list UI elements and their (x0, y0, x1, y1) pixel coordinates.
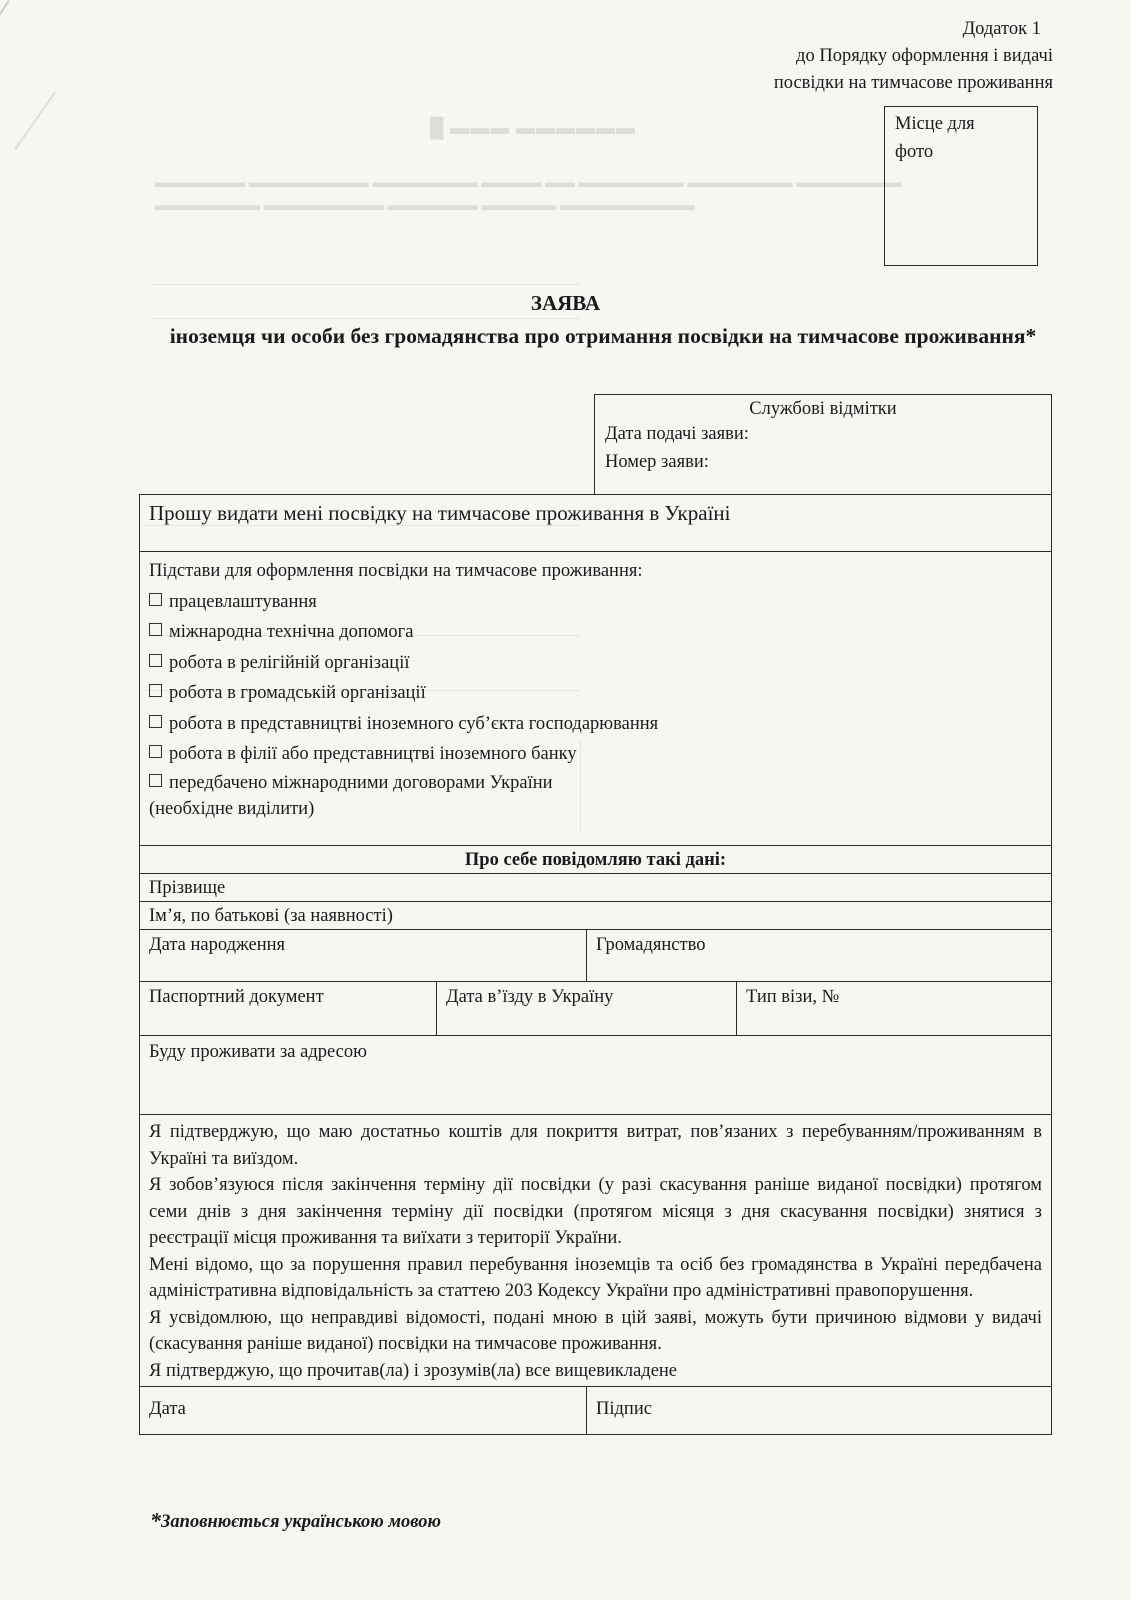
address-field[interactable]: Буду проживати за адресою (140, 1036, 1051, 1115)
paper-crease (0, 0, 10, 160)
footnote (150, 1508, 441, 1534)
show-through-text: ▬▬▬▬▬▬ ▬▬▬▬▬▬▬▬ ▬▬▬▬▬▬▬ ▬▬▬▬ ▬▬ ▬▬▬▬▬▬▬ ▬▬▬▬▬▬▬ ▬▬▬▬▬▬▬ (155, 175, 902, 191)
ground-option[interactable] (149, 648, 1042, 679)
ground-option[interactable] (149, 587, 1042, 618)
footnote-text: Заповнюється українською мовою (161, 1512, 442, 1532)
ground-option[interactable] (149, 770, 1042, 796)
declaration-paragraph: Я підтверджую, що прочитав(ла) і зрозумів(ла) все вищевикладене (149, 1360, 678, 1381)
photo-placeholder[interactable] (884, 106, 1038, 266)
ground-option-label: робота в релігійній організації (169, 652, 410, 673)
surname-field[interactable]: Прізвище (140, 874, 1051, 902)
official-notes-box (594, 394, 1052, 495)
checkbox-icon[interactable] (149, 654, 162, 667)
ground-option-label: міжнародна технічна допомога (169, 622, 414, 642)
checkbox-icon[interactable] (149, 623, 162, 636)
name-patronymic-field[interactable]: Ім’я, по батькові (за наявності) (140, 902, 1051, 930)
show-through-text: ▬▬▬▬▬▬▬ ▬▬▬▬▬▬▬▬ ▬▬▬▬▬▬ ▬▬▬▬▬ ▬▬▬▬▬▬▬▬▬ (155, 198, 695, 214)
official-notes-header: Службові відмітки (749, 399, 897, 419)
checkbox-icon[interactable] (149, 715, 162, 728)
signature-row (140, 1387, 1051, 1434)
ground-option[interactable] (149, 678, 1042, 709)
ground-option-label: робота в філії або представництві іноземного банку (169, 744, 577, 764)
photo-label-line-2: фото (895, 142, 934, 162)
ground-option-label: працевлаштування (169, 591, 317, 612)
grounds-note: (необхідне виділити) (149, 798, 315, 819)
ground-option[interactable] (149, 739, 1042, 770)
signature-date-field[interactable]: Дата (149, 1399, 186, 1419)
grounds-header: Підстави для оформлення посвідки на тимчасове проживання: (149, 561, 643, 581)
declaration-paragraph: Мені відомо, що за порушення правил перебування іноземців та осіб без громадянства в Україні передбачена адміністративна відповідальність за статтею 203 Кодексу України про адміністративні правопорушення. (149, 1254, 1042, 1301)
declaration-paragraph: Я підтверджую, що маю достатньо коштів для покриття витрат, пов’язаних з перебуванням/проживанням в Україні та виїздом. (149, 1122, 1042, 1169)
request-statement: Прошу видати мені посвідку на тимчасове проживання в Україні (140, 495, 1051, 552)
ground-option[interactable] (149, 709, 1042, 740)
submission-date-label: Дата подачі заяви: (605, 424, 749, 444)
visa-type-field[interactable]: Тип візи, № (736, 982, 1051, 1035)
checkbox-icon[interactable] (149, 684, 162, 697)
show-through-text: █ ▬▬▬ ▬▬▬▬▬▬ (430, 118, 636, 139)
birth-date-field[interactable]: Дата народження (149, 935, 286, 955)
signature-field[interactable]: Підпис (586, 1387, 1051, 1434)
checkbox-icon[interactable] (149, 593, 162, 606)
paper-crease (14, 92, 56, 150)
application-form-table (139, 494, 1052, 1435)
annex-line-1: Додаток 1 (962, 19, 1041, 39)
form-subtitle: іноземця чи особи без громадянства про отримання посвідки на тимчасове проживання* (169, 324, 1037, 348)
declaration-paragraph: Я усвідомлюю, що неправдиві відомості, подані мною в цій заяві, можуть бути причиною відмови у видачі (скасування раніше виданої) посвідки на тимчасове проживання. (149, 1307, 1042, 1354)
declaration-paragraph: Я зобов’язуюся після закінчення терміну дії посвідки (у разі скасування раніше виданої посвідки) протягом семи днів з дня закінчення терміну дії посвідки (протягом місяця з дня скасування посвідки) знятися з реєстрації місця проживання та виїхати з території України. (149, 1175, 1042, 1248)
about-header: Про себе повідомляю такі дані: (140, 846, 1051, 874)
citizenship-field[interactable]: Громадянство (586, 930, 1051, 981)
grounds-section (140, 552, 1051, 846)
footnote-asterisk: * (150, 1508, 161, 1533)
checkbox-icon[interactable] (149, 745, 162, 758)
declaration-block (140, 1115, 1051, 1387)
ground-option-label: робота в представництві іноземного суб’єкта господарювання (169, 713, 659, 734)
application-number-label: Номер заяви: (605, 452, 709, 472)
entry-date-field[interactable]: Дата в’їзду в Україну (436, 982, 736, 1035)
ground-option-label: робота в громадській організації (169, 683, 426, 703)
ground-option-label: передбачено міжнародними договорами України (169, 772, 553, 793)
photo-label-line-1: Місце для (895, 114, 975, 134)
annex-line-3: посвідки на тимчасове проживання (773, 73, 1053, 93)
form-title: ЗАЯВА (530, 291, 601, 315)
passport-entry-visa-row (140, 982, 1051, 1036)
birth-citizenship-row (140, 930, 1051, 982)
passport-document-field[interactable]: Паспортний документ (149, 987, 324, 1007)
ground-option[interactable] (149, 617, 1042, 648)
annex-note (774, 16, 1053, 97)
checkbox-icon[interactable] (149, 774, 162, 787)
annex-line-2: до Порядку оформлення і видачі (796, 46, 1053, 66)
